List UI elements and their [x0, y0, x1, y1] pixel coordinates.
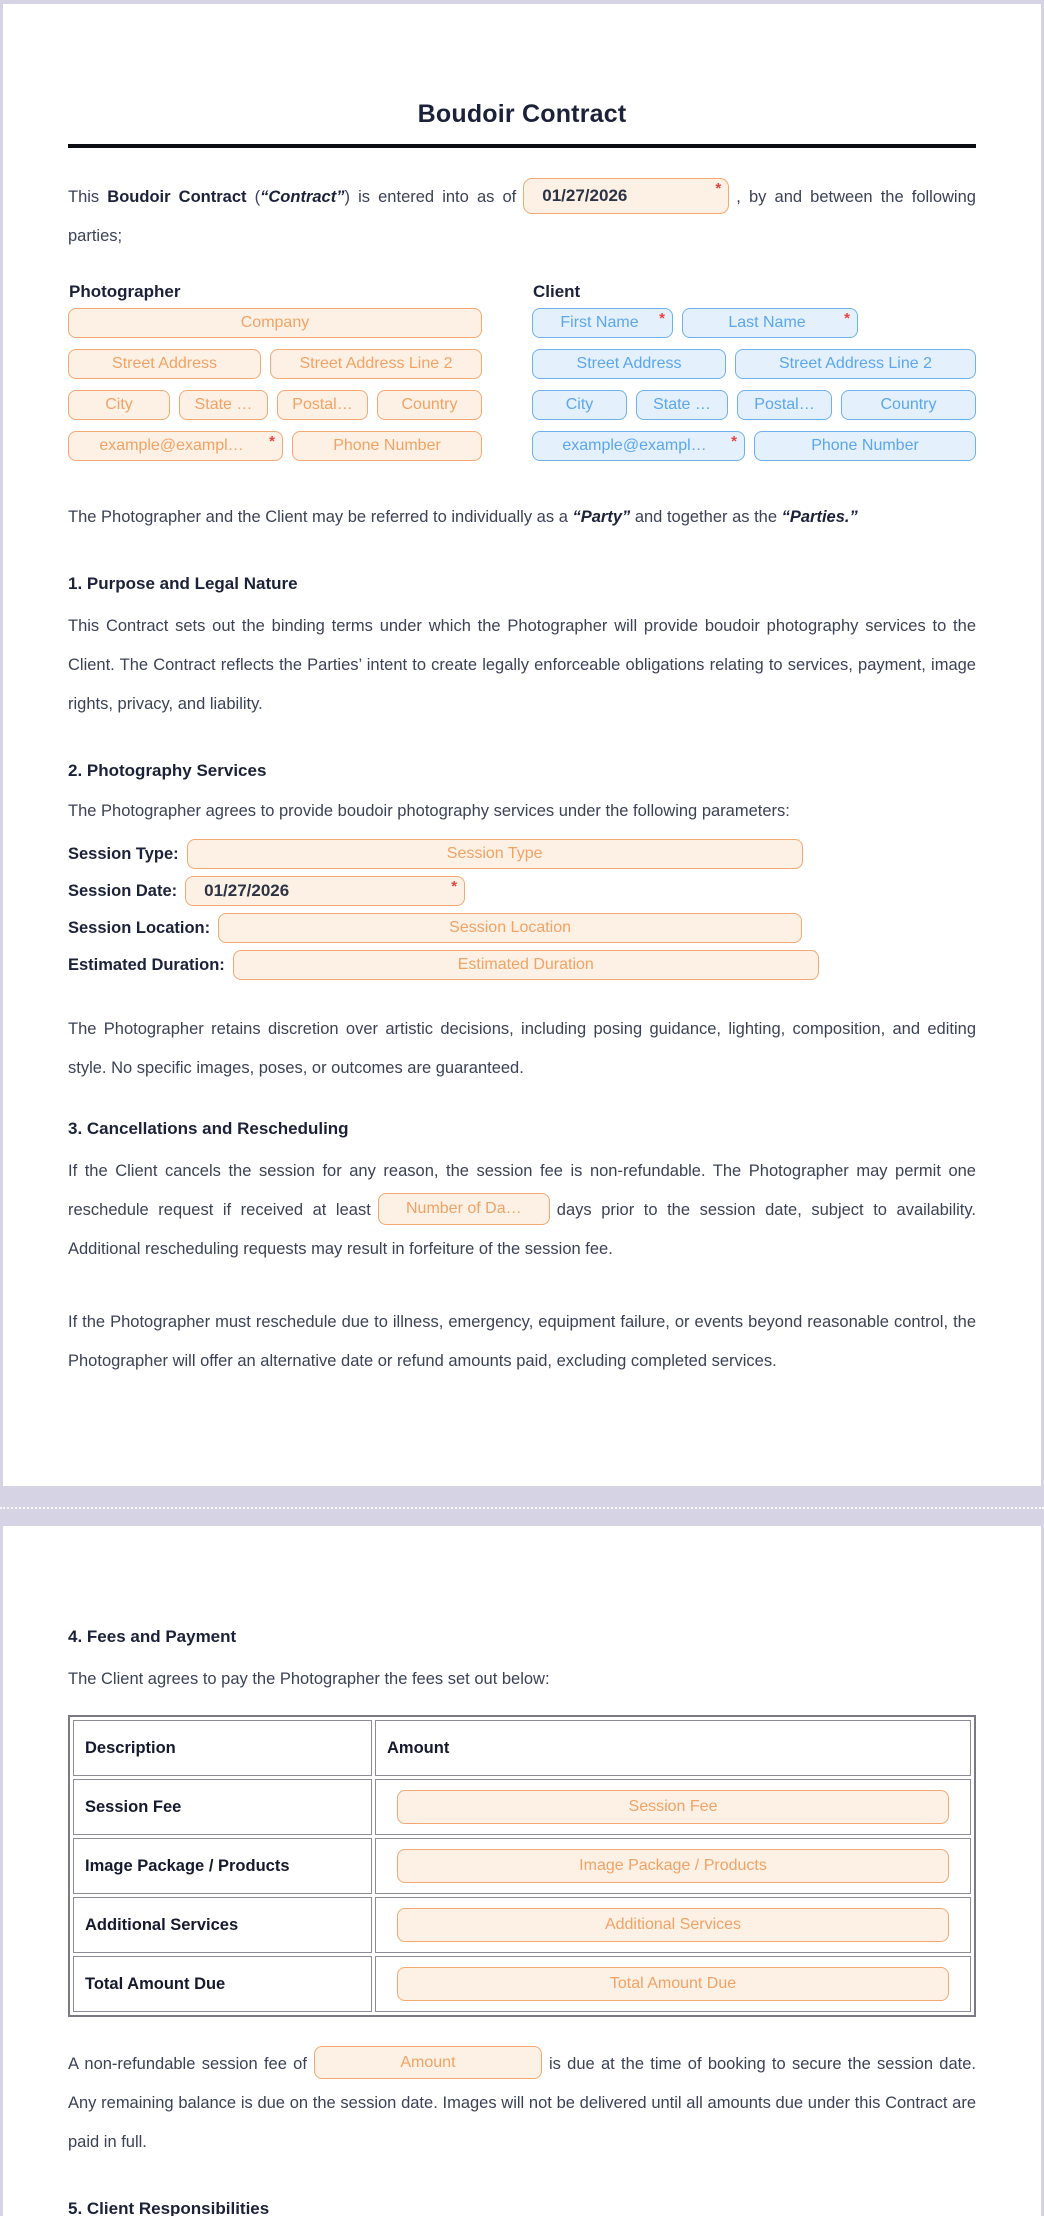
session-date-row	[68, 876, 976, 906]
intro-text: This	[68, 188, 108, 206]
required-asterisk: *	[715, 179, 722, 197]
client-phone-input[interactable]: Phone Number	[754, 431, 976, 461]
table-row	[73, 1779, 971, 1835]
fees-header-amount: Amount	[375, 1720, 971, 1776]
fee-additional-input[interactable]: Additional Services	[397, 1908, 949, 1942]
fees-intro-paragraph: The Client agrees to pay the Photographer the fees set out below:	[68, 1670, 550, 1688]
photographer-country-input[interactable]: Country	[377, 390, 482, 420]
estimated-duration-input[interactable]: Estimated Duration	[233, 950, 819, 980]
page-break	[0, 1486, 1044, 1526]
fees-header-row	[73, 1720, 971, 1776]
section-5-heading: 5. Client Responsibilities	[68, 2199, 270, 2216]
fees-table	[68, 1715, 976, 2017]
section-2-heading: 2. Photography Services	[68, 761, 267, 780]
client-state-input[interactable]: State …	[636, 390, 728, 420]
required-asterisk: *	[451, 878, 458, 895]
reschedule-days-input[interactable]: Number of Da…	[378, 1193, 550, 1225]
party-term: “Party”	[572, 508, 631, 526]
contract-page-1	[3, 4, 1041, 1486]
client-email-input[interactable]: example@exampl… *	[532, 431, 745, 461]
photographer-street2-input[interactable]: Street Address Line 2	[270, 349, 482, 379]
fee-row-label: Image Package / Products	[73, 1838, 372, 1894]
required-asterisk: *	[659, 310, 665, 327]
photographer-city-input[interactable]: City	[68, 390, 170, 420]
fee-row-label: Total Amount Due	[73, 1956, 372, 2012]
estimated-duration-label: Estimated Duration:	[68, 955, 225, 974]
photographer-phone-input[interactable]: Phone Number	[292, 431, 482, 461]
session-date-input[interactable]	[185, 876, 465, 906]
photographer-email-input[interactable]: example@exampl… *	[68, 431, 283, 461]
intro-text: ) is entered into as of	[344, 188, 517, 206]
party-definition-paragraph: The Photographer and the Client may be referred to individually as a “Party” and together as the “Parties.”	[68, 508, 858, 526]
photographer-reschedule-paragraph: If the Photographer must reschedule due to illness, emergency, equipment failure, or events beyond reasonable control, the Photographer will offer an alternative date or refund amounts paid, excluding completed services.	[68, 1313, 976, 1370]
client-heading: Client	[533, 282, 581, 301]
photographer-company-input[interactable]: Company	[68, 308, 482, 338]
session-type-row	[68, 839, 976, 869]
session-location-row	[68, 913, 976, 943]
section-3-heading: 3. Cancellations and Rescheduling	[68, 1119, 349, 1138]
client-row-contact	[532, 431, 976, 461]
session-location-label: Session Location:	[68, 918, 211, 937]
artistic-discretion-paragraph: The Photographer retains discretion over artistic decisions, including posing guidance, lighting, composition, and editing style. No specific images, poses, or outcomes are guaranteed.	[68, 1020, 976, 1077]
client-row-name	[532, 308, 976, 338]
photographer-row-street	[68, 349, 482, 379]
estimated-duration-row	[68, 950, 976, 980]
fee-row-label: Session Fee	[73, 1779, 372, 1835]
client-first-name-input[interactable]: First Name *	[532, 308, 673, 338]
fee-session-input[interactable]: Session Fee	[397, 1790, 949, 1824]
session-date-label: Session Date:	[68, 881, 178, 900]
intro-text: , by and between the following parties;	[68, 188, 976, 245]
session-parameters	[68, 839, 976, 980]
photographer-column	[68, 282, 482, 472]
session-date-value: 01/27/2026	[204, 881, 290, 900]
fee-row-label: Additional Services	[73, 1897, 372, 1953]
required-asterisk: *	[844, 310, 850, 327]
client-postal-input[interactable]: Postal…	[737, 390, 832, 420]
page-title: Boudoir Contract	[417, 100, 627, 128]
intro-defined-term: “Contract”	[260, 188, 345, 206]
photographer-state-input[interactable]: State …	[179, 390, 268, 420]
fee-package-input[interactable]: Image Package / Products	[397, 1849, 949, 1883]
section-1-heading: 1. Purpose and Legal Nature	[68, 574, 298, 593]
section-2-paragraph: The Photographer agrees to provide boudoir photography services under the following parameters:	[68, 802, 790, 820]
photographer-row-company	[68, 308, 482, 338]
table-row	[73, 1897, 971, 1953]
required-asterisk: *	[731, 433, 737, 450]
session-type-input[interactable]: Session Type	[187, 839, 803, 869]
client-row-street	[532, 349, 976, 379]
fees-header-description: Description	[73, 1720, 372, 1776]
client-row-city	[532, 390, 976, 420]
client-last-name-input[interactable]: Last Name *	[682, 308, 858, 338]
client-country-input[interactable]: Country	[841, 390, 976, 420]
intro-paragraph	[68, 178, 976, 256]
photographer-postal-input[interactable]: Postal…	[277, 390, 368, 420]
required-asterisk: *	[269, 433, 275, 450]
client-street2-input[interactable]: Street Address Line 2	[735, 349, 976, 379]
fee-total-input[interactable]: Total Amount Due	[397, 1967, 949, 2001]
title-divider	[68, 144, 976, 148]
intro-text: (	[246, 188, 261, 206]
table-row	[73, 1838, 971, 1894]
parties-section	[68, 282, 976, 472]
contract-date-value: 01/27/2026	[542, 186, 628, 206]
session-type-label: Session Type:	[68, 844, 179, 863]
client-city-input[interactable]: City	[532, 390, 627, 420]
session-location-input[interactable]: Session Location	[218, 913, 802, 943]
section-1-paragraph: This Contract sets out the binding terms under which the Photographer will provide boudoir photography services to the Client. The Contract reflects the Parties’ intent to create legally enforceable obligations relating to services, payment, image rights, privacy, and liability.	[68, 617, 976, 713]
client-street-input[interactable]: Street Address	[532, 349, 726, 379]
parties-term: “Parties.”	[781, 508, 858, 526]
client-column	[532, 282, 976, 472]
deposit-paragraph: A non-refundable session fee of Amount is due at the time of booking to secure the session date. Any remaining balance is due on the session date. Images will not be delivered until all amounts due under this Contract are paid in full.	[68, 2045, 976, 2162]
page-break-dotted-line	[0, 1507, 1044, 1509]
table-row	[73, 1956, 971, 2012]
photographer-row-city	[68, 390, 482, 420]
intro-bold-title: Boudoir Contract	[107, 188, 247, 206]
cancellation-paragraph: If the Client cancels the session for any reason, the session fee is non-refundable. The Photographer may permit one reschedule request if received at least Number of Da… days prior to the session date, subject to availability. Additional rescheduling requests may result in forfeiture of the session fee.	[68, 1162, 976, 1258]
photographer-street-input[interactable]: Street Address	[68, 349, 261, 379]
photographer-row-contact	[68, 431, 482, 461]
photographer-heading: Photographer	[69, 282, 181, 301]
deposit-amount-input[interactable]: Amount	[314, 2046, 542, 2079]
section-4-heading: 4. Fees and Payment	[68, 1627, 237, 1646]
contract-date-input[interactable]	[523, 178, 729, 214]
contract-page-2	[3, 1526, 1041, 2216]
